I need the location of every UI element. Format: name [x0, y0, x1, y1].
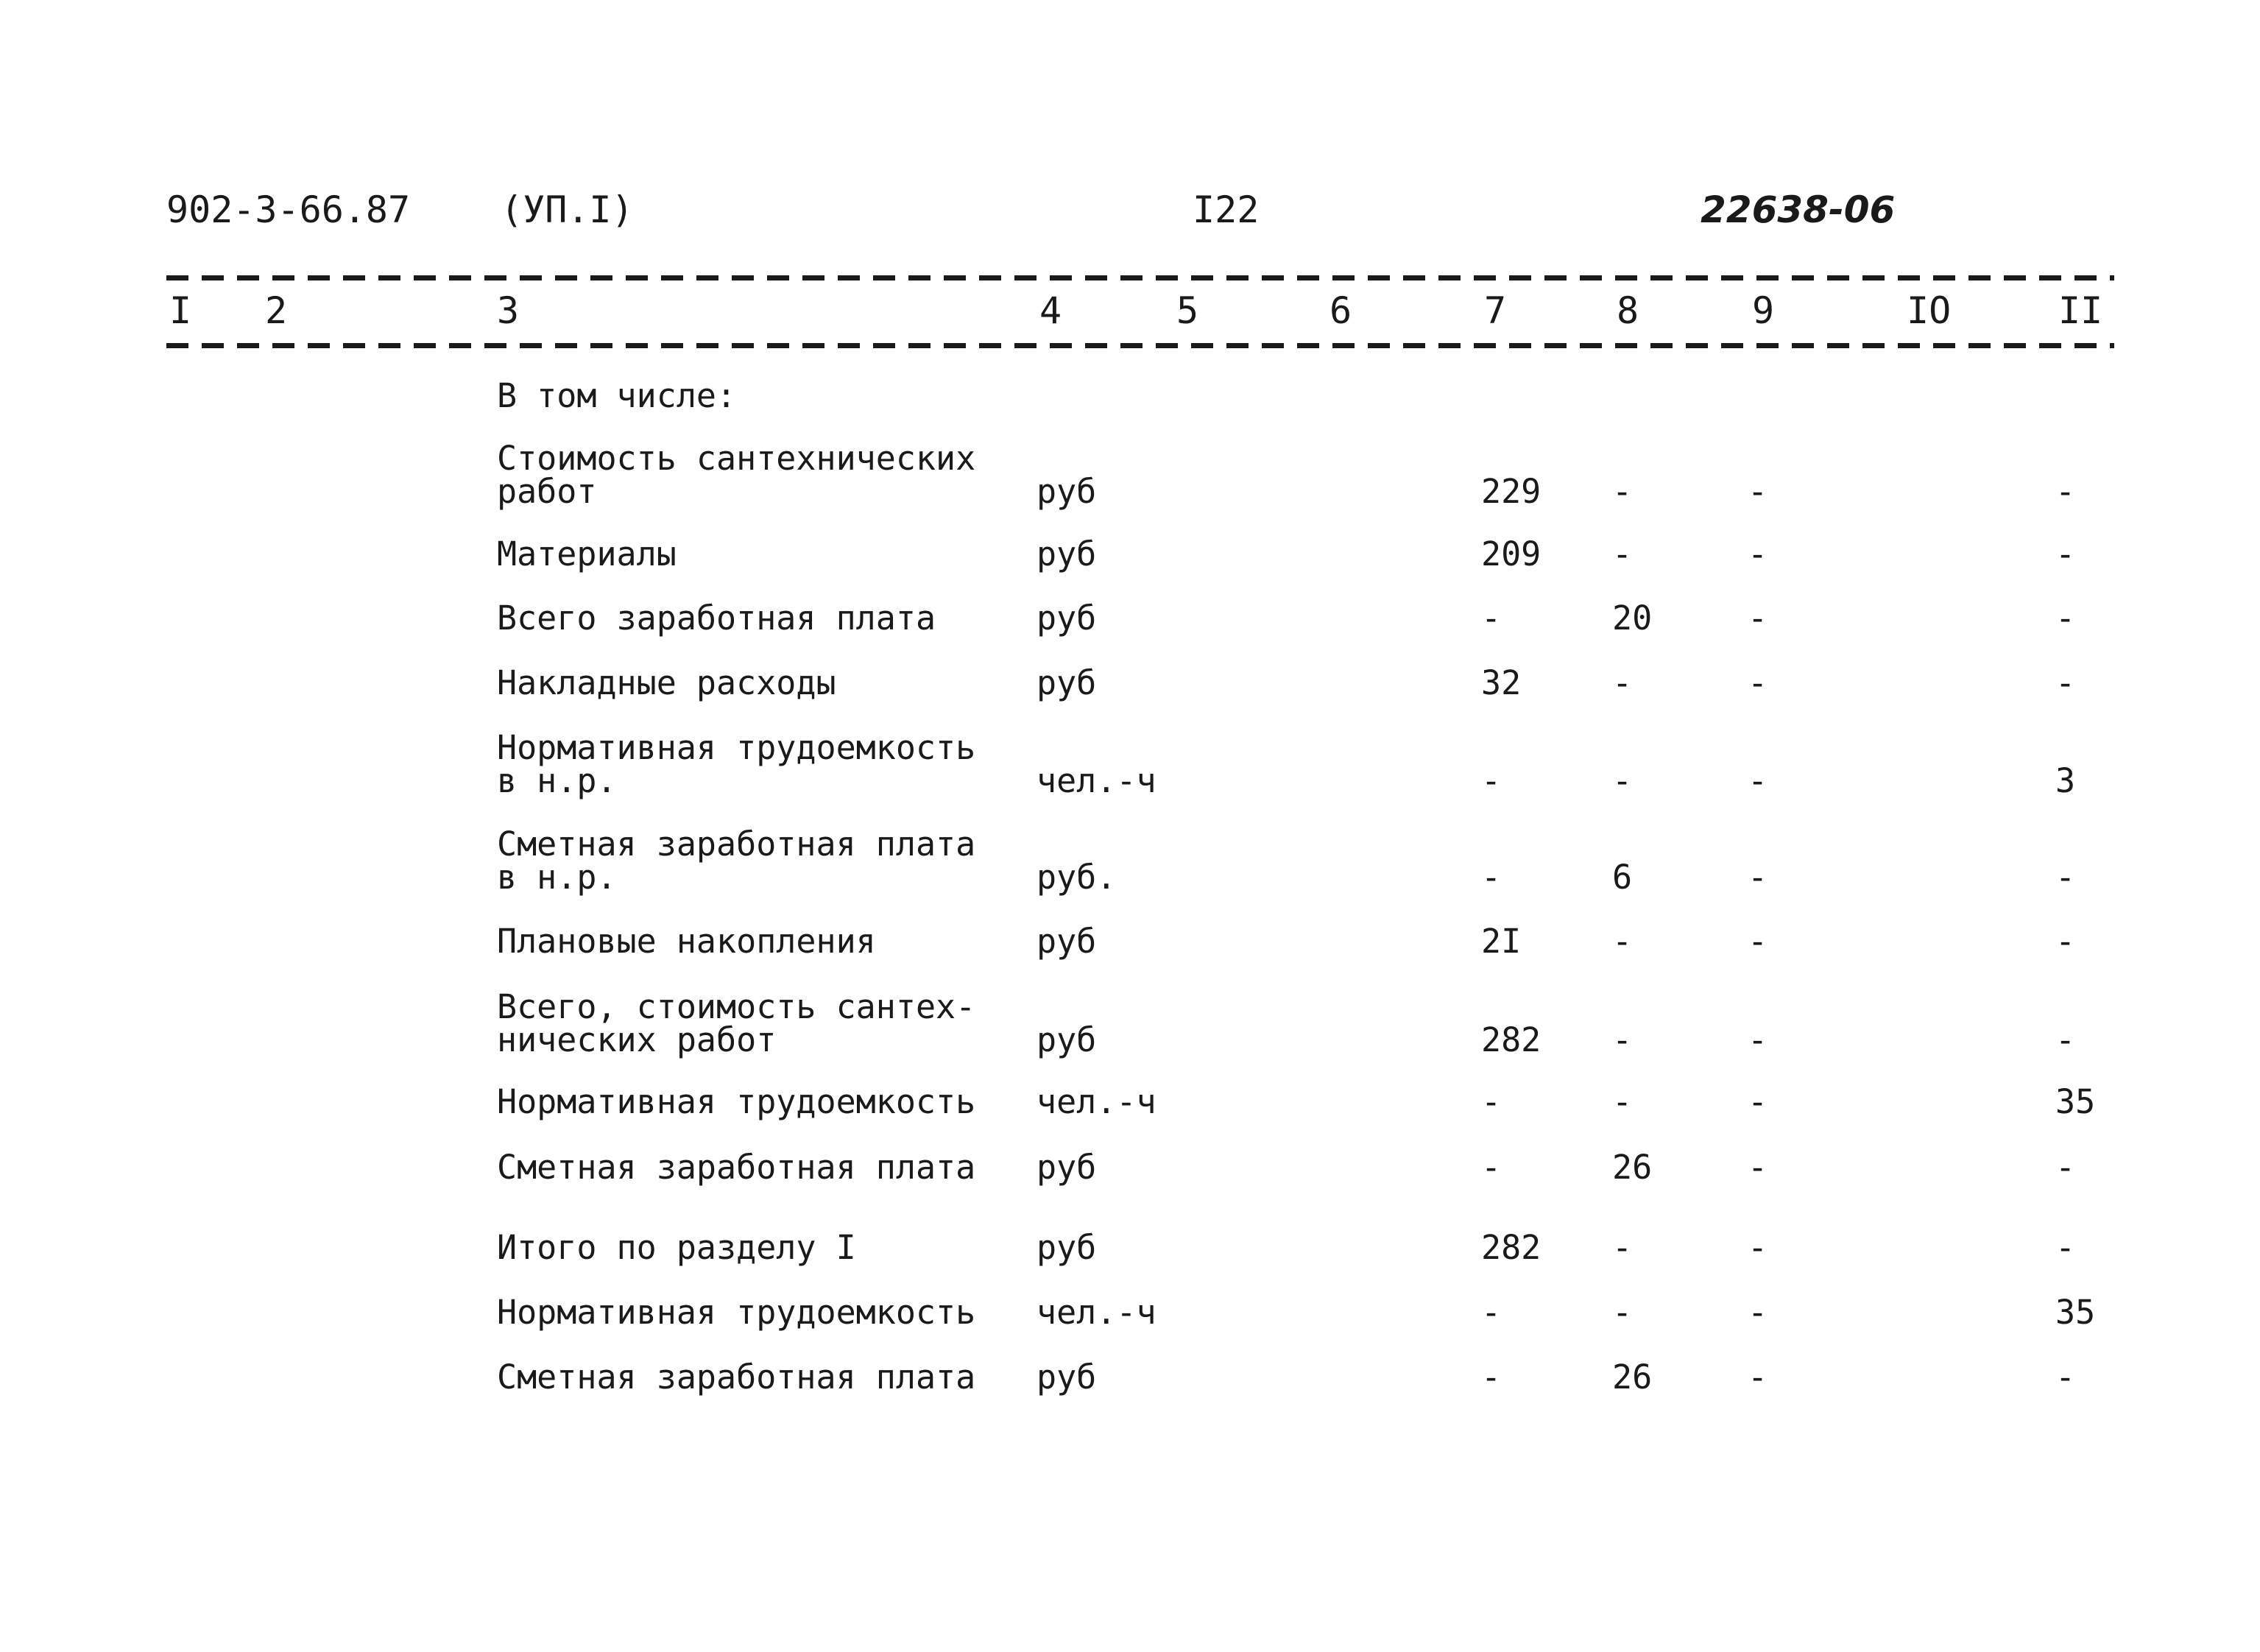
value-col8: 20 — [1612, 599, 1653, 638]
value-col9: - — [1748, 858, 1768, 897]
value-col8: - — [1612, 663, 1633, 702]
value-col11: 35 — [2055, 1082, 2096, 1121]
value-col8: - — [1612, 534, 1633, 573]
unit-cell: руб — [1037, 472, 1097, 511]
row-label: Стоимость сантехнических работ — [497, 439, 976, 511]
section-label: (УП.I) — [501, 188, 634, 231]
column-number: 4 — [1039, 289, 1062, 332]
value-col7: - — [1481, 1293, 1502, 1332]
column-number: 8 — [1617, 289, 1639, 332]
unit-cell: чел.-ч — [1037, 1293, 1157, 1332]
column-number: 2 — [265, 289, 288, 332]
row-label: Нормативная трудоемкость — [497, 1293, 976, 1332]
value-col7: - — [1481, 1358, 1502, 1397]
value-col11: - — [2055, 858, 2076, 897]
dashed-divider-bottom — [166, 343, 2114, 348]
value-col9: - — [1748, 922, 1768, 961]
unit-cell: руб. — [1037, 858, 1117, 897]
value-col8: 6 — [1612, 858, 1633, 897]
value-col9: - — [1748, 1082, 1768, 1121]
page-number: I22 — [1193, 188, 1260, 231]
value-col11: - — [2055, 663, 2076, 702]
value-col9: - — [1748, 534, 1768, 573]
column-number: 7 — [1484, 289, 1507, 332]
unit-cell: руб — [1037, 1020, 1097, 1059]
unit-cell: руб — [1037, 1228, 1097, 1267]
unit-cell: руб — [1037, 599, 1097, 638]
value-col9: - — [1748, 1293, 1768, 1332]
value-col9: - — [1748, 1228, 1768, 1267]
value-col11: - — [2055, 534, 2076, 573]
value-col11: - — [2055, 922, 2076, 961]
value-col9: - — [1748, 761, 1768, 800]
column-number: IO — [1907, 289, 1952, 332]
value-col8: - — [1612, 922, 1633, 961]
value-col7: 209 — [1481, 534, 1542, 573]
value-col11: - — [2055, 1358, 2076, 1397]
value-col11: - — [2055, 1148, 2076, 1187]
dashed-divider-top — [166, 275, 2114, 280]
unit-cell: чел.-ч — [1037, 1082, 1157, 1121]
value-col8: - — [1612, 472, 1633, 511]
row-label: Всего заработная плата — [497, 599, 936, 638]
value-col7: - — [1481, 858, 1502, 897]
value-col7: 2I — [1481, 922, 1522, 961]
value-col8: 26 — [1612, 1148, 1653, 1187]
value-col9: - — [1748, 472, 1768, 511]
column-number: 5 — [1176, 289, 1199, 332]
unit-cell: руб — [1037, 1358, 1097, 1397]
row-label: Сметная заработная плата в н.р. — [497, 825, 976, 897]
value-col11: 35 — [2055, 1293, 2096, 1332]
value-col11: - — [2055, 599, 2076, 638]
intro-label: В том числе: — [497, 376, 737, 415]
value-col8: - — [1612, 1082, 1633, 1121]
column-number: 9 — [1752, 289, 1775, 332]
row-label: Материалы — [497, 534, 677, 573]
row-label: Сметная заработная плата — [497, 1358, 976, 1397]
value-col7: 282 — [1481, 1020, 1542, 1059]
value-col11: - — [2055, 1228, 2076, 1267]
column-number: 3 — [497, 289, 520, 332]
value-col11: 3 — [2055, 761, 2076, 800]
value-col7: - — [1481, 761, 1502, 800]
value-col7: 282 — [1481, 1228, 1542, 1267]
unit-cell: руб — [1037, 922, 1097, 961]
value-col7: - — [1481, 599, 1502, 638]
value-col9: - — [1748, 1020, 1768, 1059]
column-number: II — [2058, 289, 2103, 332]
row-label: Всего, стоимость сантех- нических работ — [497, 987, 976, 1059]
value-col9: - — [1748, 1358, 1768, 1397]
value-col9: - — [1748, 663, 1768, 702]
column-number: 6 — [1329, 289, 1352, 332]
row-label: Нормативная трудоемкость в н.р. — [497, 728, 976, 800]
value-col11: - — [2055, 1020, 2076, 1059]
value-col7: 229 — [1481, 472, 1542, 511]
value-col7: 32 — [1481, 663, 1522, 702]
row-label: Нормативная трудоемкость — [497, 1082, 976, 1121]
value-col8: - — [1612, 1020, 1633, 1059]
row-label: Итого по разделу I — [497, 1228, 856, 1267]
unit-cell: руб — [1037, 1148, 1097, 1187]
value-col8: - — [1612, 761, 1633, 800]
document-number: 22638-06 — [1701, 188, 1896, 231]
row-label: Сметная заработная плата — [497, 1148, 976, 1187]
value-col8: - — [1612, 1293, 1633, 1332]
row-label: Накладные расходы — [497, 663, 836, 702]
column-number: I — [169, 289, 192, 332]
value-col9: - — [1748, 1148, 1768, 1187]
unit-cell: руб — [1037, 534, 1097, 573]
value-col7: - — [1481, 1148, 1502, 1187]
value-col9: - — [1748, 599, 1768, 638]
value-col8: 26 — [1612, 1358, 1653, 1397]
value-col8: - — [1612, 1228, 1633, 1267]
row-label: Плановые накопления — [497, 922, 876, 961]
value-col7: - — [1481, 1082, 1502, 1121]
unit-cell: чел.-ч — [1037, 761, 1157, 800]
document-code: 902-3-66.87 — [166, 188, 411, 231]
unit-cell: руб — [1037, 663, 1097, 702]
value-col11: - — [2055, 472, 2076, 511]
